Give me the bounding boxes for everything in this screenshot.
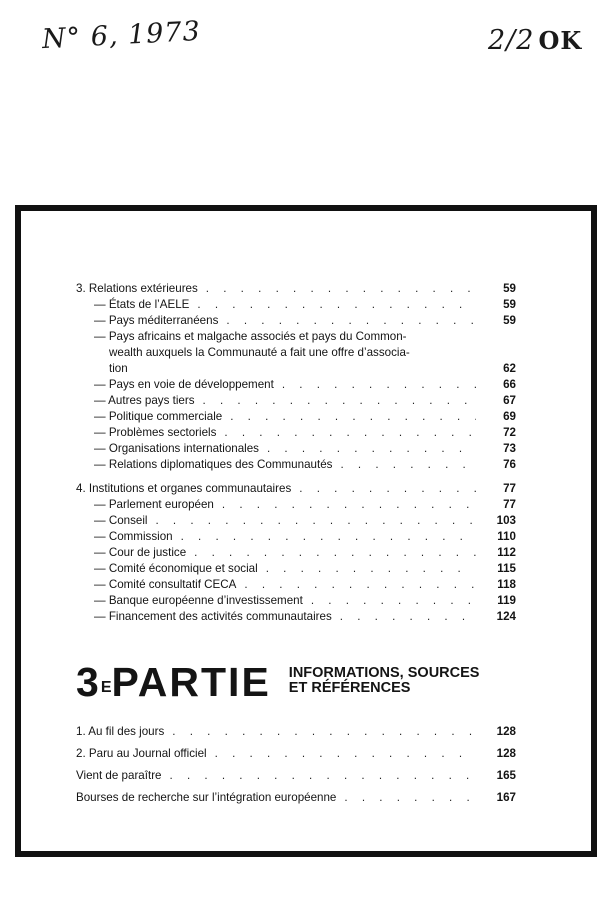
toc-subentry[interactable] (76, 513, 516, 529)
toc-page-number: 66 (503, 378, 516, 391)
toc-subentry[interactable] (76, 297, 516, 313)
toc-page-number: 167 (496, 791, 516, 804)
toc-entry[interactable] (76, 281, 516, 297)
toc-entry[interactable] (76, 790, 516, 806)
toc-entry-label: — Politique commerciale (94, 410, 223, 423)
toc-page-number: 110 (497, 530, 516, 543)
toc-subentry[interactable] (76, 529, 516, 545)
handwritten-page-count: 2/2 (488, 25, 535, 56)
toc-subentry[interactable] (76, 377, 516, 393)
toc-page-number: 76 (503, 458, 516, 471)
toc-page-number: 112 (497, 546, 516, 559)
toc-entry-label: — États de l’AELE (94, 298, 190, 311)
toc-page-number: 128 (496, 747, 516, 760)
toc-subentry[interactable] (76, 593, 516, 609)
toc-entry-label: — Banque européenne d’investissement (94, 594, 303, 607)
toc-page-number: 165 (496, 769, 516, 782)
toc-page-number: 72 (503, 426, 516, 439)
toc-page-number: 69 (503, 410, 516, 423)
toc-entry[interactable] (76, 746, 516, 762)
handwritten-page-note (488, 25, 582, 56)
toc-entry[interactable] (76, 724, 516, 740)
toc-entry-label: — Parlement européen (94, 498, 214, 511)
handwritten-issue-note: N° 6, 1973 (41, 15, 202, 56)
toc-subentry[interactable] (76, 329, 516, 377)
toc-subentry[interactable] (76, 577, 516, 593)
toc-entry-label: — Problèmes sectoriels (94, 426, 217, 439)
toc-entry-label: — Pays en voie de développement (94, 378, 274, 391)
toc-page-number: 73 (503, 442, 516, 455)
toc-entry-label: 1. Au fil des jours (76, 725, 165, 738)
toc-page-number: 59 (503, 298, 516, 311)
toc-entry-label: — Organisations internationales (94, 442, 259, 455)
toc-subentry[interactable] (76, 313, 516, 329)
toc-entry-label: — Commission (94, 530, 173, 543)
toc-section-information (76, 724, 516, 812)
toc-subentry[interactable] (76, 409, 516, 425)
toc-page-number: 62 (503, 362, 516, 375)
toc-section-external-relations (76, 281, 516, 473)
toc-entry-label: — Financement des activités communautaires (94, 610, 332, 623)
toc-entry-label: Vient de paraître (76, 769, 162, 782)
toc-entry-label: 3. Relations extérieures (76, 282, 198, 295)
toc-subentry[interactable] (76, 457, 516, 473)
toc-page-number: 118 (497, 578, 516, 591)
toc-page-number: 77 (503, 498, 516, 511)
toc-page-number: 103 (496, 514, 516, 527)
toc-page-number: 124 (496, 610, 516, 623)
toc-subentry[interactable] (76, 425, 516, 441)
toc-entry-label: — Comité économique et social (94, 562, 258, 575)
toc-entry-label: — Autres pays tiers (94, 394, 195, 407)
part-heading (76, 660, 499, 704)
toc-page-number: 59 (503, 282, 516, 295)
toc-page-number: 115 (497, 562, 516, 575)
toc-page-number: 128 (496, 725, 516, 738)
toc-page-number: 59 (503, 314, 516, 327)
toc-subentry[interactable] (76, 561, 516, 577)
toc-page-number: 77 (503, 482, 516, 495)
toc-entry-label: — Conseil (94, 514, 148, 527)
toc-entry-label: Bourses de recherche sur l’intégration européenne (76, 791, 337, 804)
toc-subentry[interactable] (76, 609, 516, 625)
toc-entry-label: — Comité consultatif CECA (94, 578, 237, 591)
toc-page-number: 119 (497, 594, 516, 607)
toc-entry-label: 4. Institutions et organes communautaires (76, 482, 292, 495)
toc-subentry[interactable] (76, 393, 516, 409)
toc-entry-label: — Pays africains et malgache associés et pays du Common- wealth auxquels la Communauté a fait une offre d’associa- tion (94, 330, 410, 375)
toc-subentry[interactable] (76, 497, 516, 513)
part-subtitle: INFORMATIONS, SOURCES ET RÉFÉRENCES (288, 665, 480, 696)
toc-subentry[interactable] (76, 441, 516, 457)
toc-subentry[interactable] (76, 545, 516, 561)
handwritten-ok-mark: OK (538, 26, 583, 55)
toc-entry-label: — Cour de justice (94, 546, 187, 559)
toc-section-institutions (76, 481, 516, 625)
toc-page-number: 67 (503, 394, 516, 407)
toc-entry-label: — Relations diplomatiques des Communautés (94, 458, 333, 471)
toc-entry[interactable] (76, 481, 516, 497)
toc-entry-label: — Pays méditerranéens (94, 314, 219, 327)
toc-entry-label: 2. Paru au Journal officiel (76, 747, 207, 760)
part-number-title: $3^EPARTIE$ (76, 659, 271, 705)
toc-entry[interactable] (76, 768, 516, 784)
